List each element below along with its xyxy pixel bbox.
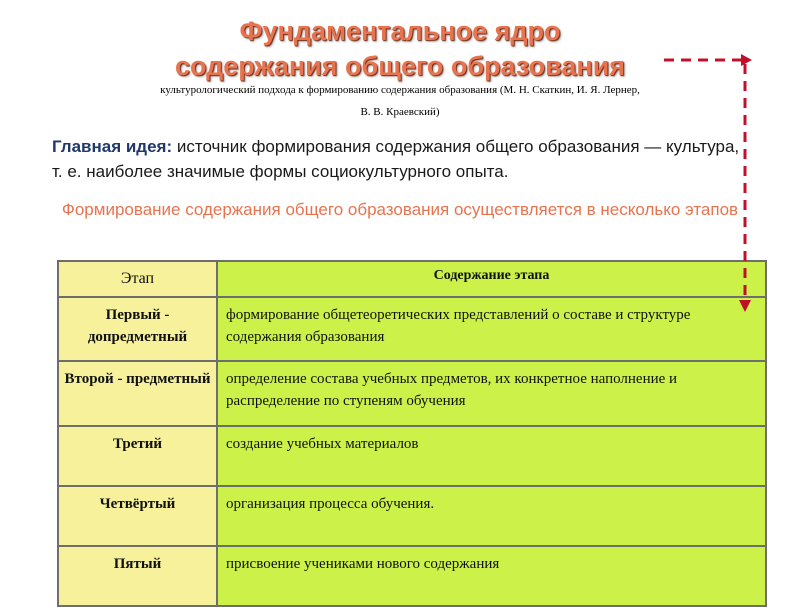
stage-cell: Первый - допредметный (58, 297, 217, 361)
table-header-row (58, 261, 766, 297)
stage-cell: Пятый (58, 546, 217, 606)
content-cell: формирование общетеоретических представлений о составе и структуре содержания образования (217, 297, 766, 361)
header-content: Содержание этапа (217, 261, 766, 297)
stages-table (57, 260, 767, 607)
content-cell: создание учебных материалов (217, 426, 766, 486)
stage-cell: Третий (58, 426, 217, 486)
arrow-head-right-icon (741, 54, 752, 66)
table-row (58, 546, 766, 606)
table-row (58, 361, 766, 426)
table-row (58, 426, 766, 486)
content-cell: определение состава учебных предметов, их конкретное наполнение и распределение по ступеням обучения (217, 361, 766, 426)
header-stage: Этап (58, 261, 217, 297)
stage-cell: Второй - предметный (58, 361, 217, 426)
content-cell: организация процесса обучения. (217, 486, 766, 546)
main-idea-text: источник формирования содержания общего образования — культура, т. е. наиболее значимые формы социокультурного опыта. (52, 137, 740, 181)
table-row (58, 297, 766, 361)
main-idea-label: Главная идея: (52, 137, 173, 156)
stages-note: Формирование содержания общего образования осуществляется в несколько этапов (61, 200, 739, 219)
stage-cell: Четвёртый (58, 486, 217, 546)
subtitle-line-2: В. В. Краевский) (360, 106, 440, 118)
subtitle-line-1: культурологический подхода к формированию содержания образования (М. Н. Скаткин, И. Я. Лернер, (160, 84, 640, 96)
content-cell: присвоение учениками нового содержания (217, 546, 766, 606)
page-title-line-2: содержания общего образования (174, 51, 626, 81)
main-idea (52, 134, 752, 184)
page-title-line-1: Фундаментальное ядро (239, 16, 561, 46)
table-row (58, 486, 766, 546)
